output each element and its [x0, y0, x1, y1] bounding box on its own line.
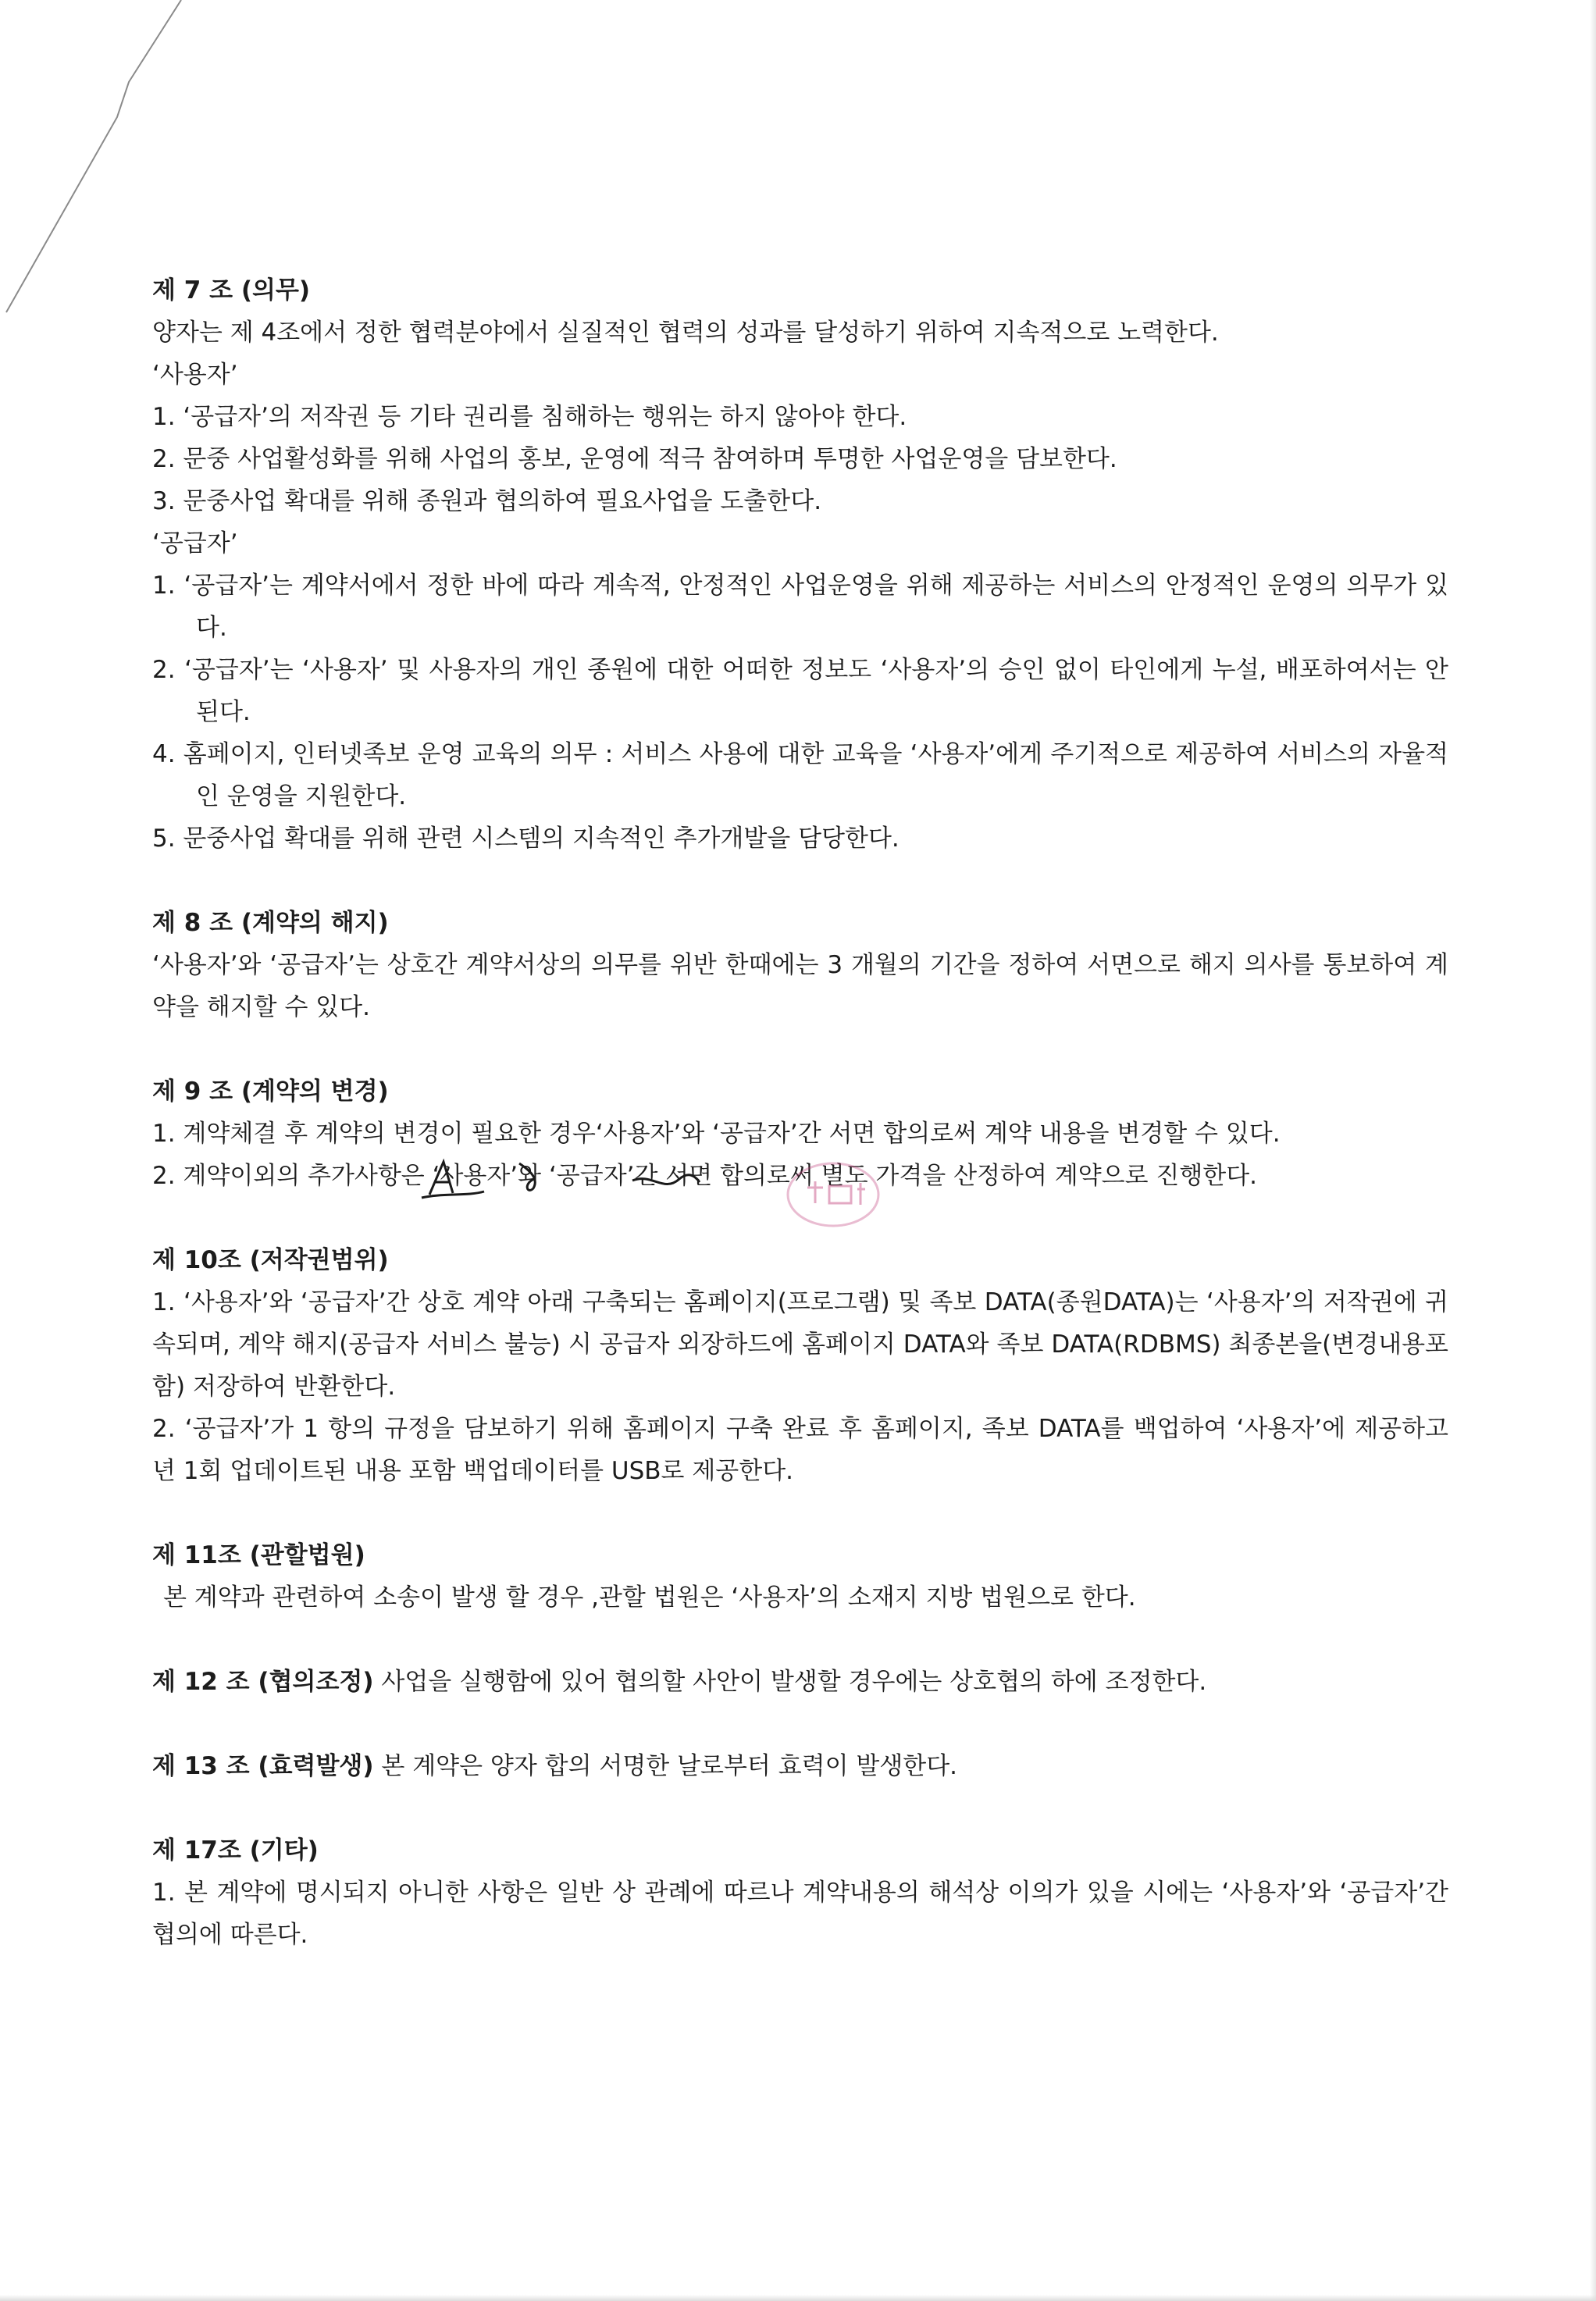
- article-17-item: 1. 본 계약에 명시되지 아니한 사항은 일반 상 관례에 따르나 계약내용의 해석상 이의가 있을 시에는 ‘사용자’와 ‘공급자’간 협의에 따른다.: [152, 1879, 1448, 1949]
- article-10-item: 2. ‘공급자’가 1 항의 규정을 담보하기 위해 홈페이지 구축 완료 후 홈페이지, 족보 DATA를 백업하여 ‘사용자’에 제공하고 년 1회 업데이트된 내용 포함 백업데이터를 USB로 제공한다.: [152, 1415, 1448, 1485]
- article-7-user-heading: ‘사용자’: [152, 361, 238, 389]
- article-13-body: 본 계약은 양자 합의 서명한 날로부터 효력이 발생한다.: [381, 1752, 958, 1780]
- article-7-supplier-item: 5. 문중사업 확대를 위해 관련 시스템의 지속적인 추가개발을 담당한다.: [152, 825, 900, 853]
- article-12-body: 사업을 실행함에 있어 협의할 사안이 발생할 경우에는 상호협의 하에 조정한다.: [381, 1668, 1207, 1696]
- article-7-supplier-item: 2. ‘공급자’는 ‘사용자’ 및 사용자의 개인 종원에 대한 어떠한 정보도 ‘사용자’의 승인 없이 타인에게 누설, 배포하여서는 안된다.: [152, 656, 1448, 726]
- article-12: [152, 1661, 1448, 1703]
- article-7-title: 제 7 조 (의무): [152, 276, 311, 305]
- article-12-title: 제 12 조 (협의조정): [152, 1668, 374, 1696]
- article-9-item: 2. 계약이외의 추가사항은 ‘사용자’와 ‘공급자’간 서면 합의로써 별도 가격을 산정하여 계약으로 진행한다.: [152, 1162, 1258, 1190]
- article-11-title: 제 11조 (관할법원): [152, 1541, 365, 1569]
- article-8-body: ‘사용자’와 ‘공급자’는 상호간 계약서상의 의무를 위반 한때에는 3 개월의 기간을 정하여 서면으로 해지 의사를 통보하여 계약을 해지할 수 있다.: [152, 951, 1448, 1021]
- article-7-intro: 양자는 제 4조에서 정한 협력분야에서 실질적인 협력의 성과를 달성하기 위하여 지속적으로 노력한다.: [152, 319, 1219, 347]
- article-13-title: 제 13 조 (효력발생): [152, 1752, 374, 1780]
- article-9-item: 1. 계약체결 후 계약의 변경이 필요한 경우‘사용자’와 ‘공급자’간 서면 합의로써 계약 내용을 변경할 수 있다.: [152, 1120, 1281, 1148]
- article-7-supplier-item: 4. 홈페이지, 인터넷족보 운영 교육의 의무 : 서비스 사용에 대한 교육을 ‘사용자’에게 주기적으로 제공하여 서비스의 자율적인 운영을 지원한다.: [152, 740, 1448, 810]
- article-9-title: 제 9 조 (계약의 변경): [152, 1077, 389, 1106]
- article-11-body: 본 계약과 관련하여 소송이 발생 할 경우 ,관할 법원은 ‘사용자’의 소재지 지방 법원으로 한다.: [163, 1583, 1136, 1612]
- contract-page: [152, 269, 1448, 1956]
- article-17-title: 제 17조 (기타): [152, 1836, 319, 1865]
- article-13: [152, 1745, 1448, 1787]
- article-7-user-item: 3. 문중사업 확대를 위해 종원과 협의하여 필요사업을 도출한다.: [152, 487, 822, 515]
- handwritten-signature-mark: [367, 1148, 851, 1218]
- article-7-supplier-heading: ‘공급자’: [152, 529, 238, 557]
- article-8-title: 제 8 조 (계약의 해지): [152, 909, 389, 937]
- article-10-item: 1. ‘사용자’와 ‘공급자’간 상호 계약 아래 구축되는 홈페이지(프로그램) 및 족보 DATA(종원DATA)는 ‘사용자’의 저작권에 귀속되며, 계약 해지(공급자 서비스 불능) 시 공급자 외장하드에 홈페이지 DATA와 족보 DATA(RDBMS) 최종본을(변경내용포함) 저장하여 반환한다.: [152, 1288, 1448, 1401]
- scan-edge-bottom: [0, 2295, 1596, 2301]
- scan-edge-right: [1590, 0, 1596, 2301]
- seal-stamp-mark: [782, 1158, 884, 1232]
- article-7-supplier-item: 1. ‘공급자’는 계약서에서 정한 바에 따라 계속적, 안정적인 사업운영을 위해 제공하는 서비스의 안정적인 운영의 의무가 있다.: [152, 572, 1448, 642]
- article-7-user-item: 2. 문중 사업활성화를 위해 사업의 홍보, 운영에 적극 참여하며 투명한 사업운영을 담보한다.: [152, 445, 1117, 473]
- article-7-user-item: 1. ‘공급자’의 저작권 등 기타 권리를 침해하는 행위는 하지 않아야 한다.: [152, 403, 907, 431]
- article-10-title: 제 10조 (저작권범위): [152, 1246, 389, 1274]
